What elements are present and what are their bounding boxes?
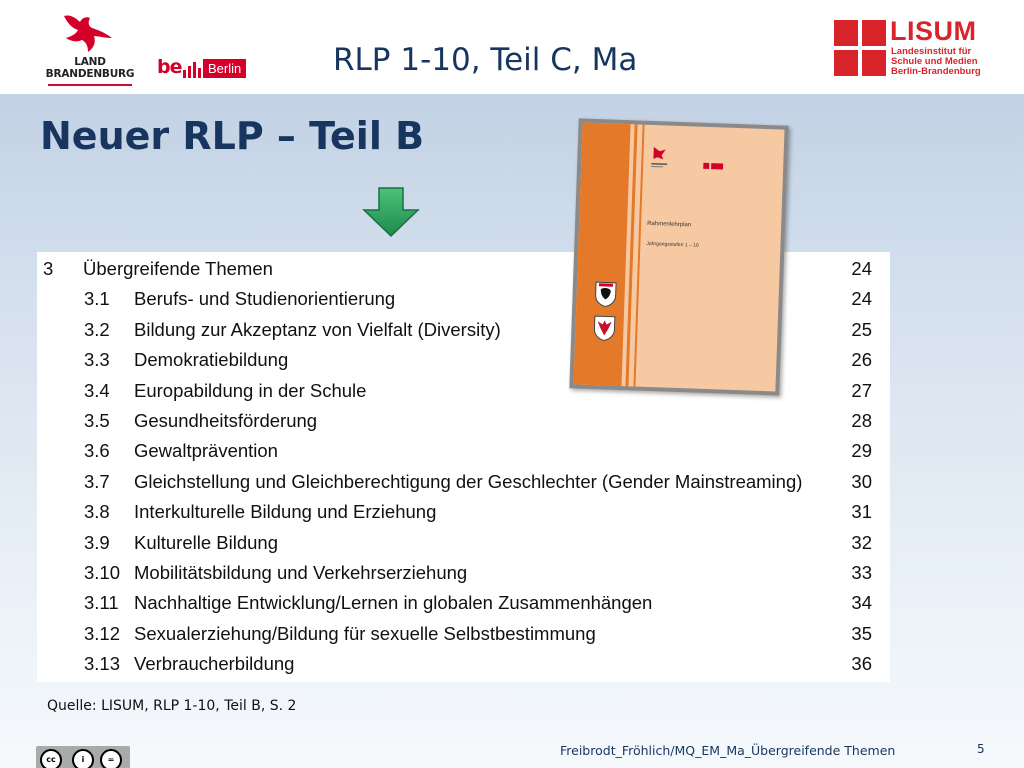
arrow-down-icon xyxy=(362,186,420,238)
footer-text: Freibrodt_Fröhlich/MQ_EM_Ma_Übergreifende Themen xyxy=(560,743,896,758)
toc-number: 3.3 xyxy=(84,349,110,371)
cc-badge-icon: cc xyxy=(40,749,62,768)
toc-page-number: 24 xyxy=(851,258,872,279)
brandenburg-eagle-shield-icon xyxy=(593,315,616,342)
toc-page-number: 24 xyxy=(851,288,872,310)
toc-title: Nachhaltige Entwicklung/Lernen in globalen Zusammenhängen xyxy=(134,592,653,614)
toc-page-number: 28 xyxy=(851,410,872,431)
cover-berlin-logo-icon xyxy=(703,161,723,172)
header-title: RLP 1-10, Teil C, Ma xyxy=(333,42,638,78)
toc-page-number: 25 xyxy=(851,318,872,340)
attribution-badge-icon: i xyxy=(72,749,94,768)
toc-row xyxy=(37,558,890,588)
page-number: 5 xyxy=(977,742,985,756)
toc-number: 3.6 xyxy=(84,440,110,462)
toc-title: Berufs- und Studienorientierung xyxy=(134,288,396,310)
toc-page-number: 27 xyxy=(851,379,872,401)
toc-title: Gewaltprävention xyxy=(134,440,278,462)
toc-title: Sexualerziehung/Bildung für sexuelle Selbstbestimmung xyxy=(134,622,596,644)
creative-commons-icon xyxy=(36,746,130,768)
lisum-subtitle: Landesinstitut für Schule und Medien Berlin-Brandenburg xyxy=(891,46,981,77)
brandenburg-logo xyxy=(44,12,136,86)
toc-page-number: 36 xyxy=(851,653,872,675)
lisum-name: LISUM xyxy=(890,16,977,46)
toc-number: 3 xyxy=(43,258,54,279)
toc-number: 3.9 xyxy=(84,531,110,553)
brandenburg-logo-underline xyxy=(48,84,132,86)
toc-number: 3.8 xyxy=(84,501,110,523)
toc-title: Kulturelle Bildung xyxy=(134,531,278,553)
toc-page-number: 35 xyxy=(851,622,872,644)
toc-page-number: 31 xyxy=(851,501,872,523)
toc-row xyxy=(37,497,890,527)
berlin-logo-box: Berlin xyxy=(203,59,246,78)
toc-row xyxy=(37,467,890,497)
toc-title: Mobilitätsbildung und Verkehrserziehung xyxy=(134,562,468,583)
header-bar xyxy=(0,0,1024,94)
cover-brandenburg-logo-icon xyxy=(651,145,668,170)
cover-subtitle: Jahrgangsstufen 1 – 10 xyxy=(646,240,699,249)
toc-page-number: 29 xyxy=(851,440,872,462)
toc-page-number: 30 xyxy=(851,470,872,492)
toc-number: 3.4 xyxy=(84,379,110,401)
no-derivatives-badge-icon: = xyxy=(100,749,122,768)
lisum-logo xyxy=(834,16,984,78)
toc-row xyxy=(37,588,890,618)
toc-number: 3.5 xyxy=(84,410,110,431)
toc-page-number: 33 xyxy=(851,562,872,583)
brandenburg-logo-text: LAND BRANDENBURG xyxy=(45,56,135,80)
berlin-logo xyxy=(157,56,261,80)
toc-page-number: 32 xyxy=(851,531,872,553)
toc-number: 3.2 xyxy=(84,318,110,340)
berlin-bear-shield-icon xyxy=(594,281,617,308)
cover-stripe xyxy=(573,123,630,387)
berlin-bars-icon xyxy=(183,62,201,78)
source-note: Quelle: LISUM, RLP 1-10, Teil B, S. 2 xyxy=(47,698,297,714)
cover-title: Rahmenlehrplan xyxy=(647,220,692,229)
toc-number: 3.13 xyxy=(84,653,121,675)
toc-row xyxy=(37,528,890,558)
toc-title: Gesundheitsförderung xyxy=(134,410,318,431)
toc-title: Interkulturelle Bildung und Erziehung xyxy=(134,501,437,523)
toc-row xyxy=(37,619,890,649)
toc-number: 3.1 xyxy=(84,288,110,310)
lisum-grid-icon xyxy=(834,20,886,76)
toc-title: Bildung zur Akzeptanz von Vielfalt (Diversity) xyxy=(134,318,501,340)
toc-page-number: 26 xyxy=(851,349,872,371)
toc-title: Demokratiebildung xyxy=(134,349,289,371)
toc-title: Verbraucherbildung xyxy=(134,653,295,675)
berlin-logo-prefix: be xyxy=(157,56,182,78)
toc-title: Europabildung in der Schule xyxy=(134,379,367,401)
toc-number: 3.7 xyxy=(84,470,110,492)
document-cover-image xyxy=(569,118,788,395)
toc-number: 3.12 xyxy=(84,622,121,644)
toc-title: Übergreifende Themen xyxy=(83,258,273,279)
eagle-icon xyxy=(60,12,116,56)
slide-title: Neuer RLP – Teil B xyxy=(40,114,425,158)
toc-row xyxy=(37,649,890,679)
toc-row xyxy=(37,406,890,436)
toc-title: Gleichstellung und Gleichberechtigung der Geschlechter (Gender Mainstreaming) xyxy=(134,470,803,492)
toc-number: 3.11 xyxy=(84,592,119,614)
toc-number: 3.10 xyxy=(84,562,121,583)
toc-row xyxy=(37,436,890,466)
toc-page-number: 34 xyxy=(851,592,872,614)
